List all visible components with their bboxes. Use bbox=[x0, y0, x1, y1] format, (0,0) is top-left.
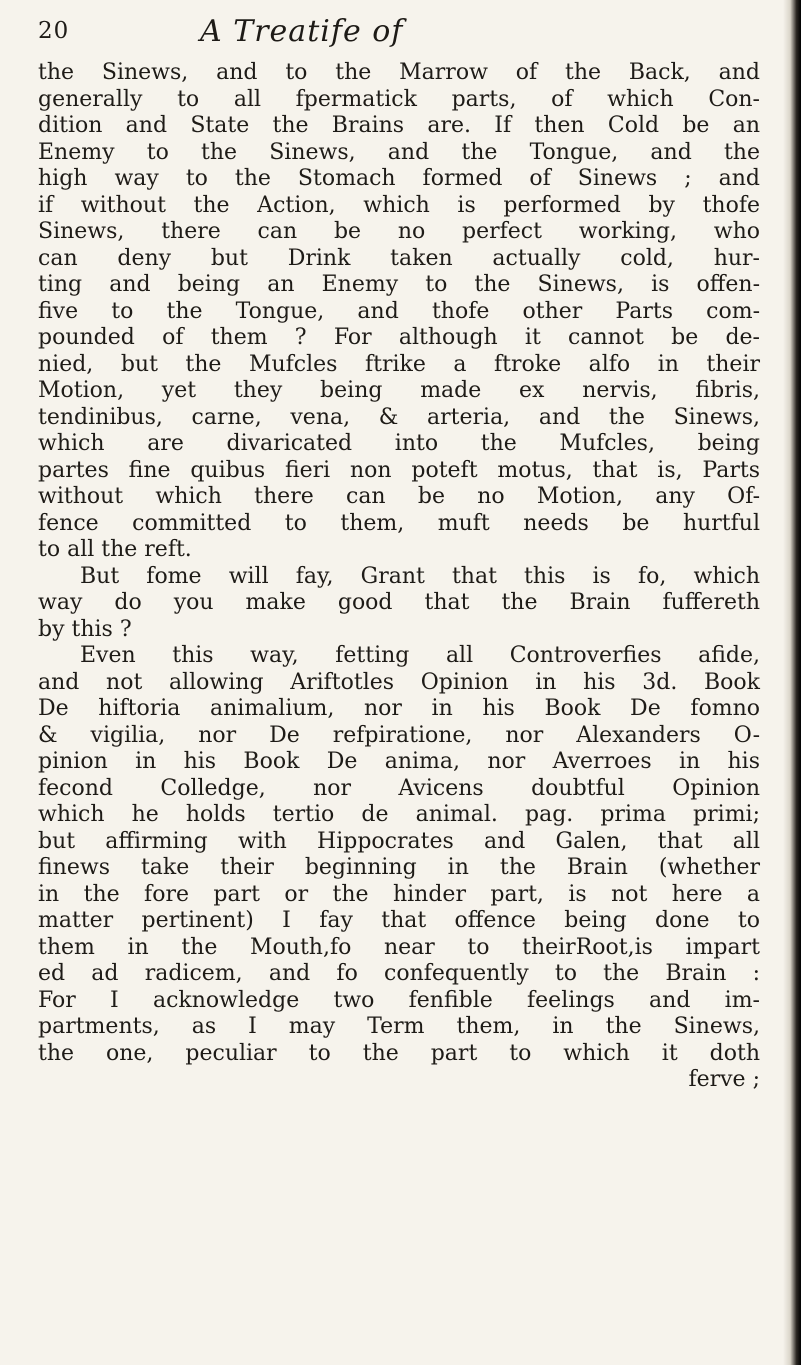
page-header bbox=[38, 14, 758, 54]
text-line: the Sinews, and to the Marrow of the Back, and bbox=[38, 60, 760, 85]
text-line: Even this way, fetting all Controverfies afide, bbox=[80, 643, 760, 668]
running-title: A Treatife of bbox=[200, 14, 404, 49]
text-line: without which there can be no Motion, any Of- bbox=[38, 484, 760, 509]
text-line: & vigilia, nor De refpiratione, nor Alexanders O- bbox=[38, 722, 760, 748]
text-line: Sinews, there can be no perfect working, who bbox=[38, 219, 760, 244]
text-line: which he holds tertio de animal. pag. prima primi; bbox=[38, 802, 760, 827]
text-line: fecond Colledge, nor Avicens doubtful Opinion bbox=[38, 775, 760, 801]
text-line: fence committed to them, muft needs be hurtful bbox=[38, 510, 760, 536]
body-text bbox=[38, 60, 760, 1094]
text-line: matter pertinent) I fay that offence being done to bbox=[38, 908, 760, 933]
text-line: But fome will fay, Grant that this is fo, which bbox=[80, 563, 760, 589]
text-line: For I acknowledge two fenfible feelings and im- bbox=[38, 987, 760, 1013]
text-line: them in the Mouth,fo near to theirRoot,is impart bbox=[38, 934, 760, 960]
text-line: pounded of them ? For although it cannot be de- bbox=[38, 325, 760, 350]
text-line: ed ad radicem, and fo confequently to the Brain : bbox=[38, 961, 760, 986]
text-line: and not allowing Ariftotles Opinion in his 3d. Book bbox=[38, 669, 760, 695]
catchword-line: ferve ; bbox=[688, 1067, 760, 1092]
text-line: in the fore part or the hinder part, is not here a bbox=[38, 881, 760, 907]
text-line: ting and being an Enemy to the Sinews, is offen- bbox=[38, 272, 760, 297]
text-line: tendinibus, carne, vena, & arteria, and the Sinews, bbox=[38, 404, 760, 430]
text-line: Motion, yet they being made ex nervis, fibris, bbox=[38, 378, 760, 403]
text-line: way do you make good that the Brain fuffereth bbox=[38, 590, 760, 615]
text-line: by this ? bbox=[38, 616, 132, 642]
text-line: which are divaricated into the Mufcles, being bbox=[38, 431, 760, 456]
text-line: but affirming with Hippocrates and Galen, that all bbox=[38, 828, 760, 854]
text-line: high way to the Stomach formed of Sinews ; and bbox=[38, 166, 760, 191]
page-number: 20 bbox=[38, 18, 70, 44]
text-line: nied, but the Mufcles ftrike a ftroke alfo in their bbox=[38, 351, 760, 377]
text-line: can deny but Drink taken actually cold, hur- bbox=[38, 245, 760, 271]
text-line: De hiftoria animalium, nor in his Book De fomno bbox=[38, 696, 760, 721]
text-line: if without the Action, which is performed by thofe bbox=[38, 192, 760, 218]
text-line: the one, peculiar to the part to which it doth bbox=[38, 1040, 760, 1066]
text-line: five to the Tongue, and thofe other Parts com- bbox=[38, 298, 760, 324]
text-line: partes fine quibus fieri non poteft motus, that is, Parts bbox=[38, 457, 760, 483]
text-line: partments, as I may Term them, in the Sinews, bbox=[38, 1014, 760, 1039]
text-line: generally to all fpermatick parts, of which Con- bbox=[38, 86, 760, 112]
page-edge-shadow bbox=[783, 0, 801, 1365]
text-line: Enemy to the Sinews, and the Tongue, and the bbox=[38, 139, 760, 165]
text-line: dition and State the Brains are. If then Cold be an bbox=[38, 113, 760, 138]
text-line: pinion in his Book De anima, nor Averroes in his bbox=[38, 749, 760, 774]
text-line: finews take their beginning in the Brain (whether bbox=[38, 855, 760, 880]
text-line: to all the reft. bbox=[38, 537, 192, 562]
